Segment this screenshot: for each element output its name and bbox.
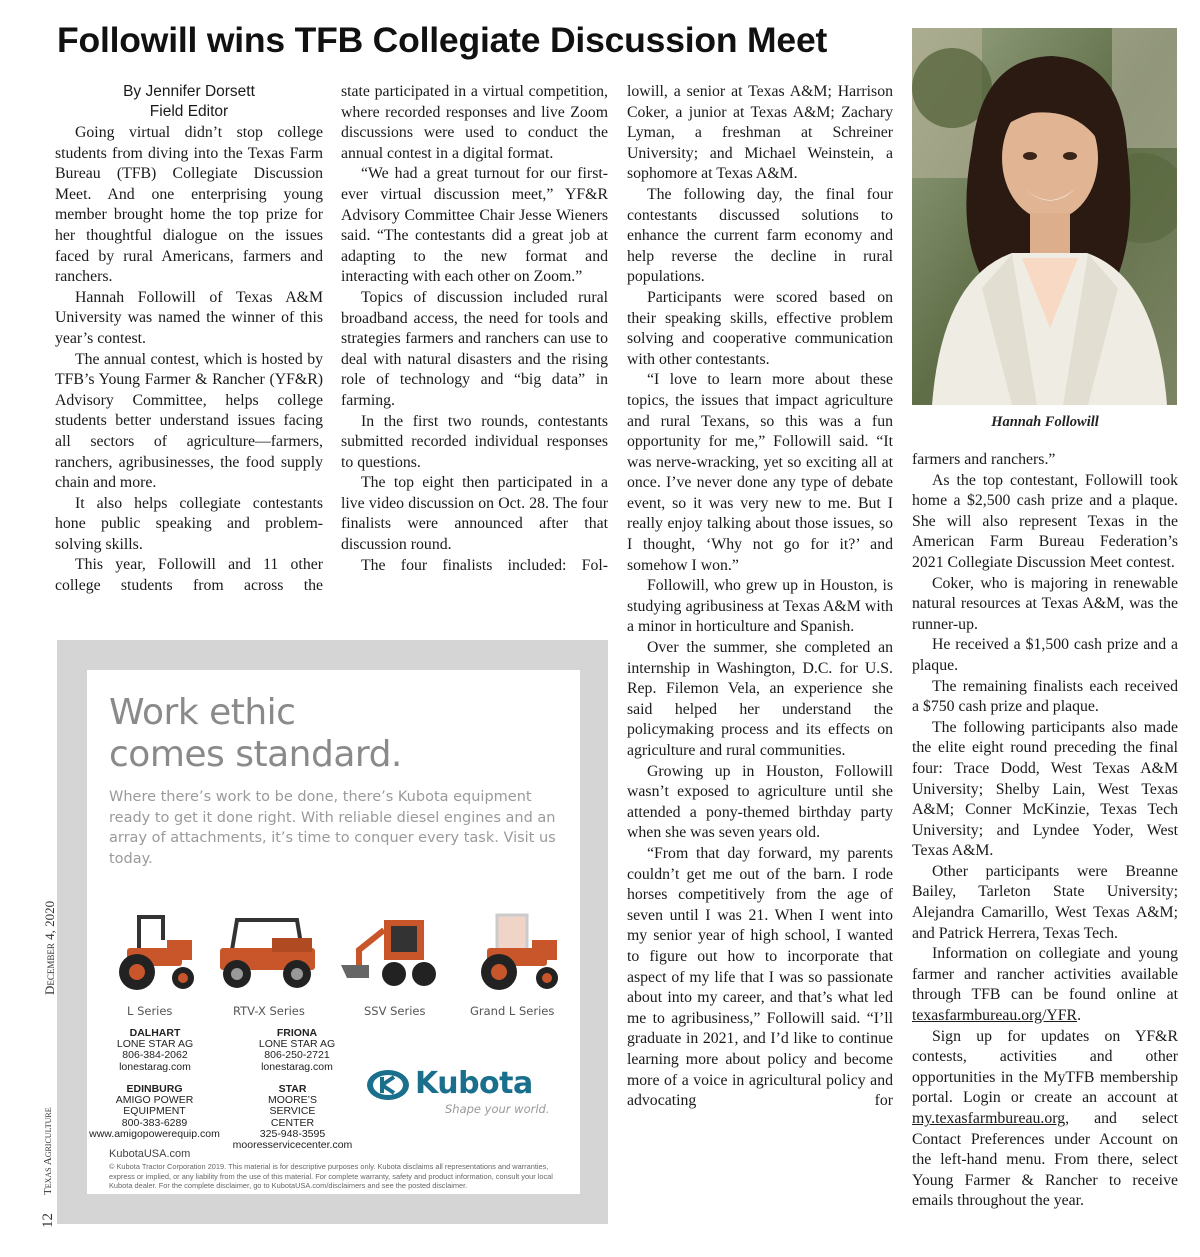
ssv-series-skid-steer-image [339,910,449,992]
ad-headline-line-1: Work ethic [109,692,296,733]
article-column-4 [912,450,1178,1212]
paragraph-signup [912,1027,1178,1212]
dealer-city: FRIONA [276,1027,318,1039]
paragraph: This year, Followill and 11 other college students from across the [55,556,323,595]
dealer-phone: 800-383-6289 [121,1116,188,1129]
dealer-city: DALHART [129,1027,181,1039]
portrait-photo-illustration [912,28,1177,405]
kubota-website[interactable]: KubotaUSA.com [109,1148,191,1160]
paragraph: Going virtual didn’t stop college students from diving into the Texas Farm Bureau (TFB) Collegiate Discussion Meet. And one enterprising young member brought home the top prize for her thoughtful dialogue on the issues faced by rural Americans, farmers and ranchers. [55,124,323,286]
paragraph: Hannah Followill of Texas A&M University was named the winner of this year’s contest. [55,288,323,347]
paragraph: Followill, who grew up in Houston, is studying agribusiness at Texas A&M with a minor in horticulture and Spanish. [627,577,893,636]
signup-text-end: , and select Contact Preferences under Account on the left-hand menu. From there, select Young Farmer & Rancher to receive emails throughout the year. [912,1110,1178,1210]
rtv-x-series-utility-vehicle-image [212,910,322,992]
paragraph: The remaining finalists each received a $750 cash prize and plaque. [912,677,1178,716]
paragraph: “We had a great turnout for our first-ever virtual discussion meet,” YF&R Advisory Committee Chair Jesse Wieners said. “The contestants did a great job at adapting to the new format and interacting with each other on Zoom.” [341,165,608,286]
dealer-name: AMIGO POWER EQUIPMENT [115,1094,194,1118]
info-text: Information on collegiate and young farmer and rancher activities available through TFB can be found online at [912,945,1178,1004]
paragraph: Topics of discussion included rural broadband access, the need for tools and strategies farmers and ranchers can use to deal with natural disasters and the rising role of technology and “big data” in farming. [341,288,608,409]
dealer-phone: 325-948-3595 [259,1127,326,1140]
article-column-1 [55,82,323,597]
paragraph: The top eight then participated in a live video discussion on Oct. 28. The four finalists were announced after that discussion round. [341,474,608,554]
dealer-friona [237,1028,357,1073]
dealer-name: LONE STAR AG [258,1038,336,1051]
page-number: 12 [40,1213,56,1228]
article-column-3 [627,82,893,1112]
info-text-end: . [1077,1007,1082,1025]
ad-panel [87,670,580,1194]
paragraph: As the top contestant, Followill took home a $2,500 cash prize and a plaque. She will also represent Texas in the American Farm Bureau Federation’s 2021 Collegiate Discussion Meet contest. [912,471,1178,571]
paragraph: The annual contest, which is hosted by TFB’s Young Farmer & Rancher (YF&R) Advisory Committee, helps college students better understand issues facing all sectors of agriculture—farmers, ranchers, agribusinesses, the food supply chain and more. [55,350,323,492]
dealer-star [230,1084,355,1151]
kubota-advertisement [57,640,608,1224]
dealer-edinburg [87,1084,222,1140]
ad-body-text: Where there’s work to be done, there’s Kubota equipment ready to get it done right. With reliable diesel engines and an array of attachments, it’s time to conquer every task. Visit us today. [109,789,556,868]
paragraph: Over the summer, she completed an internship in Washington, D.C. for U.S. Rep. Filemon Vela, an experience she said helped her understand the policymaking process and its effects on agriculture and rural communities. [627,639,893,759]
article-column-2 [341,82,608,576]
paragraph: farmers and ranchers.” [912,451,1056,468]
dealer-name: LONE STAR AG [116,1038,194,1051]
grand-l-series-tractor-image [467,910,567,992]
paragraph: He received a $1,500 cash prize and a plaque. [912,636,1178,674]
paragraph: The four finalists included: Fol- [361,556,608,574]
paragraph: lowill, a senior at Texas A&M; Harrison Coker, a junior at Texas A&M; Zachary Lyman, a freshman at Schreiner University; and Michael Weinstein, a sophomore at Texas A&M. [627,83,893,183]
product-label-rtv-x-series: RTV-X Series [233,1004,305,1018]
portrait-photo [912,28,1177,405]
dealer-dalhart [95,1028,215,1073]
paragraph-info [912,944,1178,1026]
dealer-city: STAR [278,1083,307,1095]
dealer-website[interactable]: lonestarag.com [119,1060,191,1073]
product-label-grand-l-series: Grand L Series [470,1004,555,1018]
signup-text: Sign up for updates on YF&R contests, activities and other opportunities in the MyTFB membership portal. Login or create an account at [912,1027,1178,1107]
paragraph: Growing up in Houston, Followill wasn’t exposed to agriculture until she attended a pony-themed birthday party when she was seven years old. [627,762,893,842]
kubota-disclaimer: © Kubota Tractor Corporation 2019. This material is for descriptive purposes only. Kubota disclaims all representations and warranties, express or implied, or any liability from the use of this material. For complete warranty, safety and product information, consult your local Kubota dealer. For the complete disclaimer, go to KubotaUSA.com/disclaimers and see the posted disclaimer. [109,1162,553,1191]
byline-author: By Jennifer Dorsett [123,83,255,100]
paragraph: Other participants were Breanne Bailey, Tarleton State University; Alejandra Camarillo, West Texas A&M; and Patrick Herrera, Texas Tech. [912,862,1178,942]
dealer-website[interactable]: www.amigopowerequip.com [89,1127,220,1140]
product-label-l-series: L Series [127,1004,173,1018]
dealer-phone: 806-384-2062 [122,1049,188,1062]
dealer-website[interactable]: mooresservicecenter.com [232,1139,353,1152]
product-label-ssv-series: SSV Series [364,1004,426,1018]
kubota-wordmark: Kubota [415,1066,533,1101]
paragraph: “From that day forward, my parents couldn’t get me out of the barn. I rode horses competitively from the age of seven until I was 21. When I went into my senior year of high school, I wanted to figure out how to incorporate that aspect of my life that I was so passionate about into my career, and that’s what led me to agribusiness,” Followill said. “I’ll graduate in 2021, and I’d like to continue learning more about policy and become more of a voice in agricultural policy and advocating for [627,844,893,1110]
dealer-name: MOORE’S SERVICE CENTER [267,1094,317,1129]
publication-name: Texas Agriculture [42,1107,54,1195]
article-headline: Followill wins TFB Collegiate Discussion Meet [57,20,828,60]
paragraph: It also helps collegiate contestants hone public speaking and problem-solving skills. [55,494,323,553]
paragraph: “I love to learn more about these topics, the issues that impact agriculture and rural Texans, so this was a fun opportunity for me,” Followill said. “It was nerve-wracking, yet so exciting all at once. I’ve never done any type of debate event, so it was very new to me. But I really enjoy talking about those issues, so I thought, ‘Why not go for it?’ and somehow I won.” [627,371,893,574]
l-series-tractor-image [107,910,202,992]
kubota-tagline: Shape your world. [445,1102,550,1116]
paragraph: The following day, the final four contestants discussed solutions to enhance the current farm economy and help reverse the decline in rural populations. [627,185,893,286]
paragraph: In the first two rounds, contestants submitted recorded individual responses to questions. [341,412,608,471]
ad-headline [109,692,402,776]
kubota-logo-icon [365,1068,411,1102]
byline-title: Field Editor [149,103,229,120]
paragraph: Participants were scored based on their speaking skills, effective problem solving and cooperative communication with other contestants. [627,288,893,368]
paragraph: The following participants also made the elite eight round preceding the final four: Trace Dodd, West Texas A&M University; Shelby Lain, West Texas A&M; Conner McKinzie, Texas Tech University; and Lyndee Yoder, West Texas A&M. [912,718,1178,860]
photo-caption: Hannah Followill [991,414,1099,430]
ad-headline-line-2: comes standard. [109,734,402,775]
paragraph: Coker, who is majoring in renewable natural resources at Texas A&M, was the runner-up. [912,574,1178,633]
yfr-link[interactable]: texasfarmbureau.org/YFR [912,1007,1078,1025]
dealer-phone: 806-250-2721 [264,1049,330,1062]
mytfb-link[interactable]: my.texasfarmbureau.org [912,1110,1066,1127]
dealer-city: EDINBURG [126,1083,183,1095]
paragraph: state participated in a virtual competition, where recorded responses and live Zoom discussions were used to conduct the annual contest in a digital format. [341,83,608,162]
dealer-website[interactable]: lonestarag.com [261,1060,333,1073]
issue-date: December 4, 2020 [42,900,57,995]
